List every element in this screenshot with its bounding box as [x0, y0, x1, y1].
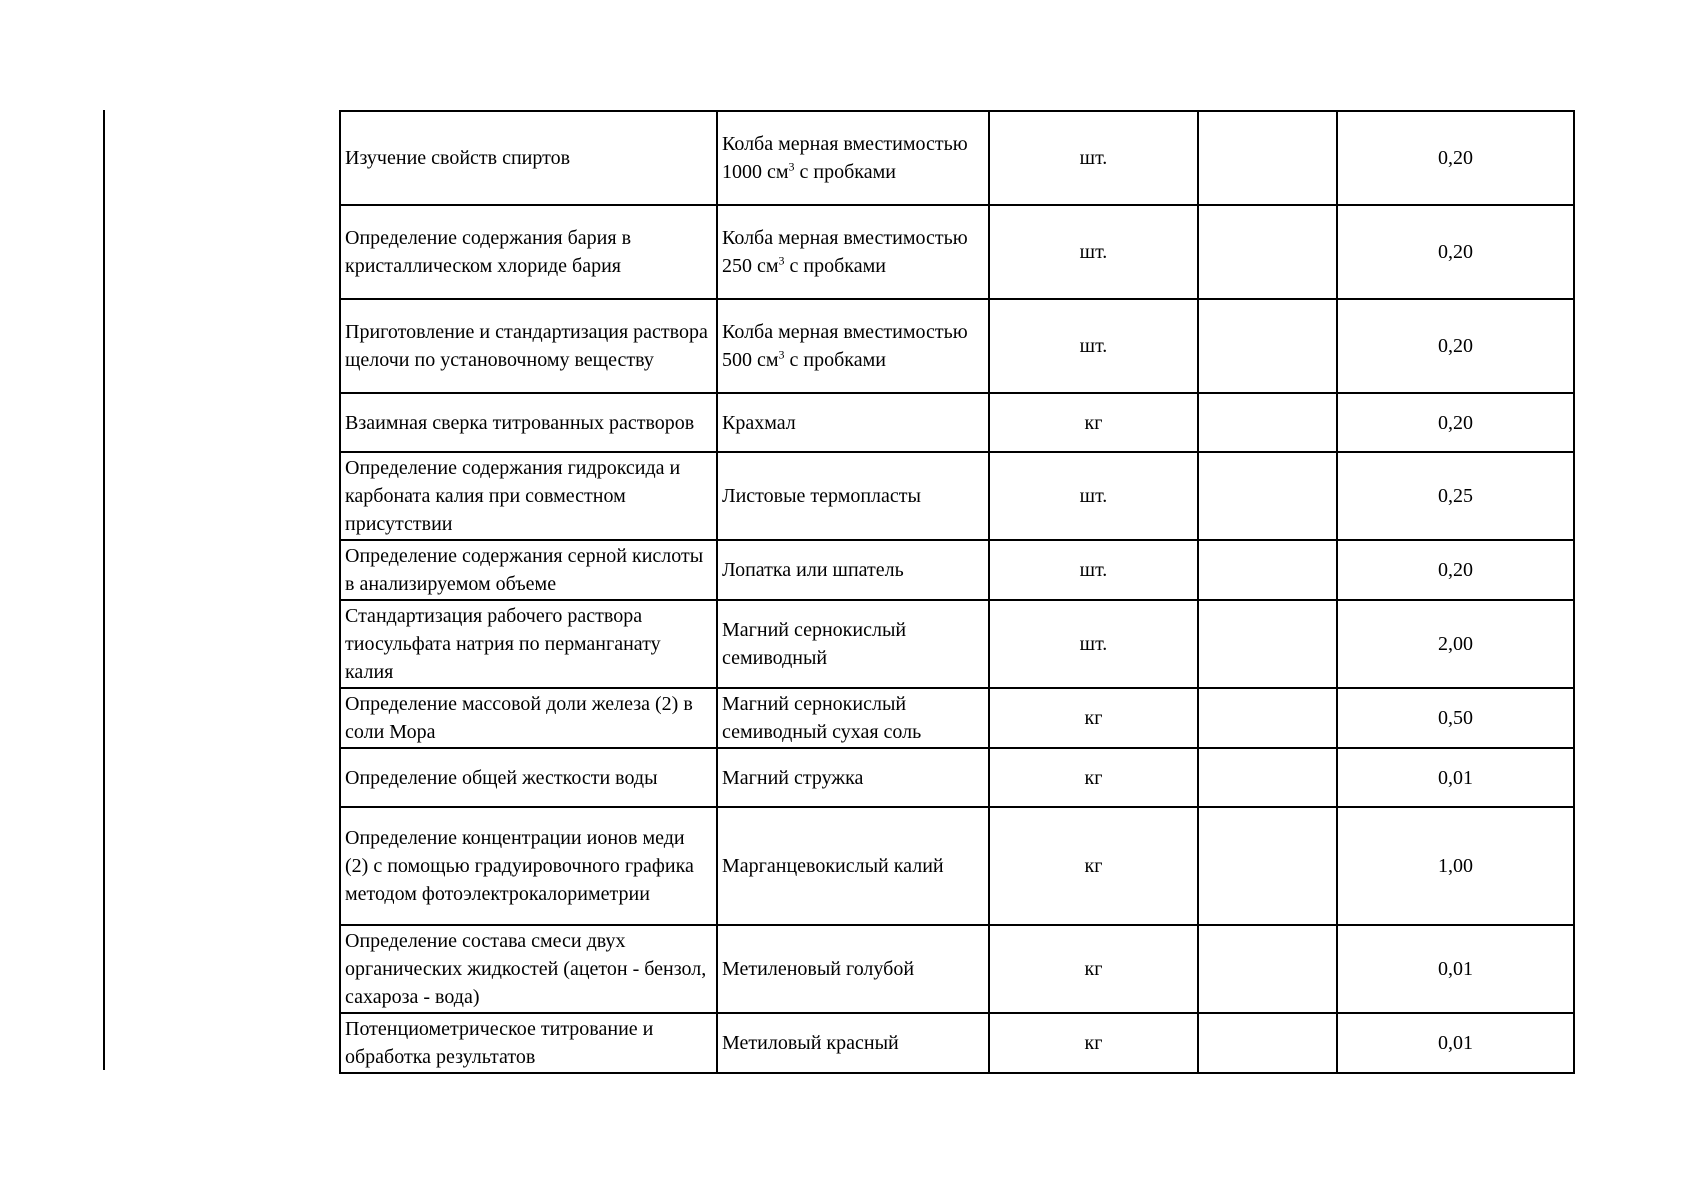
- work-name-cell: Взаимная сверка титрованных растворов: [340, 393, 717, 452]
- empty-cell: [1198, 600, 1337, 688]
- item-name-text: Колба мерная вместимостью 500 см: [722, 321, 968, 371]
- norm-value-cell: 1,00: [1337, 807, 1574, 925]
- empty-cell: [1198, 452, 1337, 540]
- left-margin-rule: [103, 110, 105, 1070]
- norm-value-cell: 0,20: [1337, 393, 1574, 452]
- empty-cell: [1198, 393, 1337, 452]
- norm-value-cell: 0,01: [1337, 925, 1574, 1013]
- item-name-cell: [717, 1013, 989, 1073]
- table-row: [340, 111, 1574, 205]
- unit-cell: кг: [989, 688, 1198, 748]
- item-name-text: Крахмал: [722, 411, 796, 434]
- work-name-cell: Определение содержания гидроксида и карбоната калия при совместном присутствии: [340, 452, 717, 540]
- item-name-cell: [717, 452, 989, 540]
- item-name-cell: [717, 540, 989, 600]
- norm-value-cell: 0,20: [1337, 111, 1574, 205]
- work-name-cell: Приготовление и стандартизация раствора щелочи по установочному веществу: [340, 299, 717, 393]
- empty-cell: [1198, 1013, 1337, 1073]
- item-unit-superscript: 3: [778, 347, 785, 362]
- table-row: [340, 600, 1574, 688]
- item-name-text: Колба мерная вместимостью 250 см: [722, 227, 968, 277]
- work-name-cell: Определение состава смеси двух органических жидкостей (ацетон - бензол, сахароза - вода): [340, 925, 717, 1013]
- unit-cell: шт.: [989, 205, 1198, 299]
- item-name-cell: [717, 111, 989, 205]
- table-row: [340, 807, 1574, 925]
- norm-value-cell: 0,01: [1337, 1013, 1574, 1073]
- unit-cell: кг: [989, 748, 1198, 807]
- item-name-text: Метиленовый голубой: [722, 958, 915, 980]
- table-row: [340, 540, 1574, 600]
- item-name-text: Метиловый красный: [722, 1032, 899, 1054]
- table-row: [340, 688, 1574, 748]
- item-name-text: Колба мерная вместимостью 1000 см: [722, 133, 968, 183]
- item-name-tail: с пробками: [794, 161, 896, 183]
- table-row: [340, 925, 1574, 1013]
- item-name-cell: [717, 299, 989, 393]
- item-unit-superscript: 3: [788, 159, 795, 174]
- item-unit-superscript: 3: [778, 253, 785, 268]
- item-name-cell: [717, 205, 989, 299]
- unit-cell: кг: [989, 807, 1198, 925]
- table-row: [340, 299, 1574, 393]
- empty-cell: [1198, 205, 1337, 299]
- norm-value-cell: 0,20: [1337, 540, 1574, 600]
- equipment-norms-table: [339, 110, 1575, 1074]
- item-name-text: Магний стружка: [722, 766, 864, 789]
- item-name-tail: с пробками: [784, 255, 886, 277]
- unit-cell: шт.: [989, 600, 1198, 688]
- item-name-cell: [717, 688, 989, 748]
- norm-value-cell: 0,20: [1337, 299, 1574, 393]
- work-name-cell: Определение концентрации ионов меди (2) с помощью градуировочного графика методом фотоэлектрокалориметрии: [340, 807, 717, 925]
- norm-value-cell: 0,01: [1337, 748, 1574, 807]
- norm-value-cell: 0,25: [1337, 452, 1574, 540]
- norm-value-cell: 0,50: [1337, 688, 1574, 748]
- unit-cell: шт.: [989, 540, 1198, 600]
- empty-cell: [1198, 925, 1337, 1013]
- table-row: [340, 205, 1574, 299]
- empty-cell: [1198, 111, 1337, 205]
- norm-value-cell: 0,20: [1337, 205, 1574, 299]
- item-name-cell: [717, 925, 989, 1013]
- norm-value-cell: 2,00: [1337, 600, 1574, 688]
- empty-cell: [1198, 688, 1337, 748]
- item-name-cell: [717, 748, 989, 807]
- work-name-cell: Определение содержания серной кислоты в анализируемом объеме: [340, 540, 717, 600]
- work-name-cell: Определение содержания бария в кристаллическом хлориде бария: [340, 205, 717, 299]
- empty-cell: [1198, 299, 1337, 393]
- work-name-cell: Определение массовой доли железа (2) в соли Мора: [340, 688, 717, 748]
- table-row: [340, 452, 1574, 540]
- empty-cell: [1198, 748, 1337, 807]
- unit-cell: шт.: [989, 452, 1198, 540]
- item-name-text: Магний сернокислый семиводный сухая соль: [722, 693, 922, 743]
- unit-cell: шт.: [989, 111, 1198, 205]
- item-name-text: Лопатка или шпатель: [722, 559, 904, 581]
- table-row: [340, 393, 1574, 452]
- work-name-cell: Стандартизация рабочего раствора тиосульфата натрия по перманганату калия: [340, 600, 717, 688]
- work-name-cell: Потенциометрическое титрование и обработка результатов: [340, 1013, 717, 1073]
- table-row: [340, 748, 1574, 807]
- item-name-cell: [717, 600, 989, 688]
- unit-cell: кг: [989, 393, 1198, 452]
- empty-cell: [1198, 807, 1337, 925]
- item-name-cell: [717, 807, 989, 925]
- item-name-tail: с пробками: [784, 349, 886, 371]
- item-name-text: Марганцевокислый калий: [722, 855, 944, 877]
- item-name-text: Листовые термопласты: [722, 485, 921, 507]
- table-row: [340, 1013, 1574, 1073]
- work-name-cell: Изучение свойств спиртов: [340, 111, 717, 205]
- item-name-text: Магний сернокислый семиводный: [722, 619, 907, 669]
- unit-cell: кг: [989, 1013, 1198, 1073]
- unit-cell: шт.: [989, 299, 1198, 393]
- work-name-cell: Определение общей жесткости воды: [340, 748, 717, 807]
- unit-cell: кг: [989, 925, 1198, 1013]
- item-name-cell: [717, 393, 989, 452]
- empty-cell: [1198, 540, 1337, 600]
